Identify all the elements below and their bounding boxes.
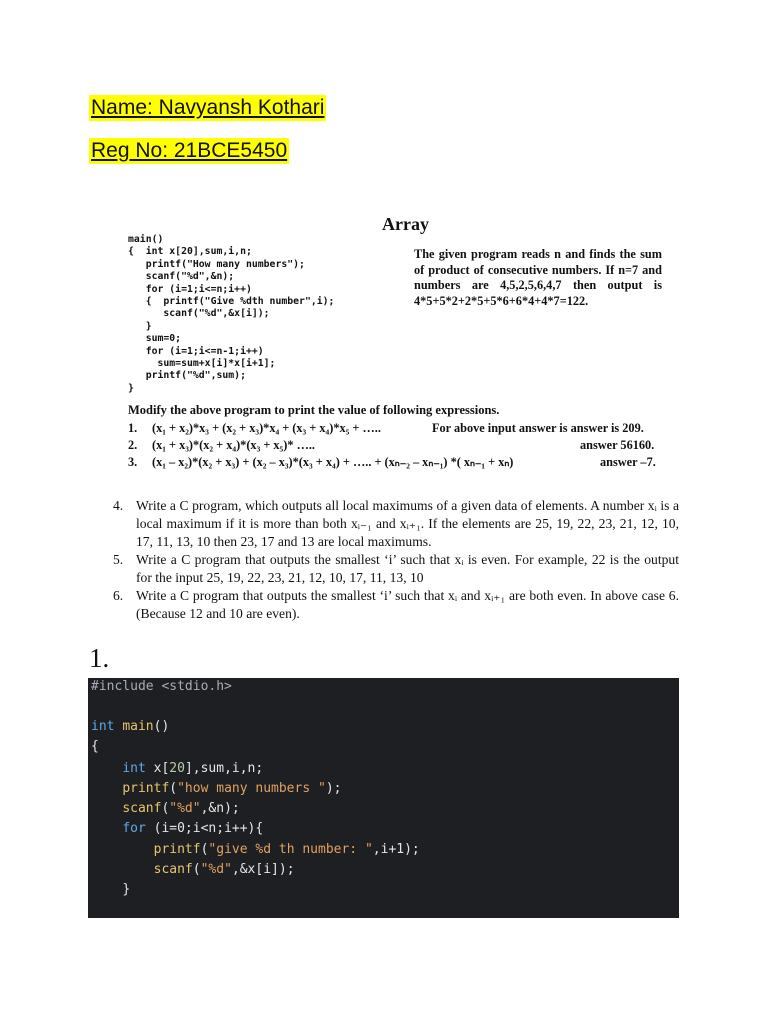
function-name: scanf xyxy=(153,862,193,877)
program-line: main() xyxy=(128,234,164,245)
code-text: () xyxy=(153,719,170,734)
program-line: printf("%d",sum); xyxy=(128,370,246,382)
expression-answer: For above input answer is answer is 209. xyxy=(432,421,644,435)
question-text: Write a C program that outputs the smallest ‘i’ such that xᵢ and xᵢ₊₁ are both even. In above case 6. (Because 12 and 10 are even). xyxy=(136,588,679,621)
code-text: ],sum,i,n; xyxy=(184,761,264,776)
expression-number: 3. xyxy=(128,455,138,469)
preprocessor-directive: #include <stdio.h> xyxy=(91,679,232,694)
question-text: Write a C program, which outputs all local maximums of a given data of elements. A number xᵢ is a local maximum if it is more than both xᵢ₋₁ and xᵢ₊₁. If the elements are 25, 19, 22, 23, 21, 12, 10, 17, 11, 13, 10 then 23, 17 and 13 are local maximums. xyxy=(136,498,679,549)
program-line: { int x[20],sum,i,n; xyxy=(128,246,252,258)
code-line xyxy=(91,678,232,696)
question-number: 6. xyxy=(113,588,124,603)
number-literal: 20 xyxy=(169,761,185,776)
string-literal: "%d" xyxy=(169,801,201,816)
program-line: scanf("%d",&n); xyxy=(128,271,235,283)
code-text: ,i+1); xyxy=(372,842,420,857)
expression-formula: (x₁ + x₃)*(x₂ + x₄)*(x₃ + x₅)* ….. xyxy=(152,438,316,452)
expression-item xyxy=(128,421,668,437)
program-line: { printf("Give %dth number",i); xyxy=(128,296,335,308)
code-text: } xyxy=(122,882,131,897)
code-text: ); xyxy=(325,781,342,796)
code-line xyxy=(91,738,99,756)
code-line xyxy=(91,760,263,778)
expression-number: 2. xyxy=(128,438,138,452)
expression-item xyxy=(128,438,668,454)
code-text: ,&n); xyxy=(200,801,240,816)
student-name: Name: Navyansh Kothari xyxy=(91,96,325,119)
code-line xyxy=(91,718,169,736)
program-line: } xyxy=(128,320,152,332)
question-number: 4. xyxy=(113,498,124,513)
program-line: for (i=1;i<=n;i++) xyxy=(128,283,252,295)
keyword: int xyxy=(122,761,146,776)
question-item xyxy=(113,587,679,623)
question-item xyxy=(113,497,679,551)
function-name: printf xyxy=(122,781,170,796)
keyword: int xyxy=(91,719,115,734)
code-line xyxy=(91,881,130,899)
modify-heading: Modify the above program to print the value of following expressions. xyxy=(128,403,500,417)
code-text: { xyxy=(91,739,99,754)
keyword: for xyxy=(122,821,146,836)
registration-number: Reg No: 21BCE5450 xyxy=(91,139,288,162)
function-name: main xyxy=(122,719,154,734)
function-name: printf xyxy=(153,842,201,857)
code-text: ,&x[i]); xyxy=(231,862,295,877)
program-line: for (i=1;i<=n-1;i++) xyxy=(128,345,264,357)
program-line: sum=0; xyxy=(128,333,182,345)
code-line xyxy=(91,820,263,838)
question-list xyxy=(113,497,679,623)
expression-answer: answer 56160. xyxy=(580,438,655,452)
function-name: scanf xyxy=(122,801,162,816)
question-item xyxy=(113,551,679,587)
code-text: (i=0;i<n;i++){ xyxy=(145,821,264,836)
program-line: printf("How many numbers"); xyxy=(128,258,305,270)
expression-formula: (x₁ – x₂)*(x₂ + x₃) + (x₂ – x₃)*(x₃ + x₄) + ….. + (xₙ₋₂ – xₙ₋₁) *( xₙ₋₁ + xₙ) xyxy=(152,455,514,469)
program-line: } xyxy=(128,382,134,394)
code-line: scanf("%d",&n); xyxy=(122,801,240,816)
code-line: printf("give %d th number: ",i+1); xyxy=(153,842,420,857)
expression-number: 1. xyxy=(128,421,138,435)
question-text: Write a C program that outputs the smallest ‘i’ such that xᵢ is even. For example, 22 is the output for the input 25, 19, 22, 23, 21, 12, 10, 17, 11, 13, 10 xyxy=(136,552,679,585)
expression-answer: answer –7. xyxy=(600,455,656,469)
assignment-title: Array xyxy=(382,214,429,234)
code-line: scanf("%d",&x[i]); xyxy=(153,862,295,877)
given-program xyxy=(128,234,334,395)
code-block xyxy=(88,678,679,918)
answer-section-number: 1. xyxy=(89,643,110,673)
program-description: The given program reads n and finds the sum of product of consecutive numbers. If n=7 and numbers are 4,5,2,5,6,4,7 then output is 4*5+5*2+2*5+5*6+6*4+4*7=122. xyxy=(414,247,662,308)
question-number: 5. xyxy=(113,552,124,567)
expression-item xyxy=(128,455,668,471)
program-line: scanf("%d",&x[i]); xyxy=(128,308,270,320)
expression-formula: (x₁ + x₂)*x₃ + (x₂ + x₃)*x₄ + (x₃ + x₄)*x₅ + ….. xyxy=(152,421,381,435)
code-text: x[ xyxy=(145,761,170,776)
string-literal: "give %d th number: " xyxy=(208,842,373,857)
string-literal: "%d" xyxy=(200,862,232,877)
program-line: sum=sum+x[i]*x[i+1]; xyxy=(128,358,276,370)
code-line: printf("how many numbers "); xyxy=(122,781,342,796)
string-literal: "how many numbers " xyxy=(177,781,326,796)
